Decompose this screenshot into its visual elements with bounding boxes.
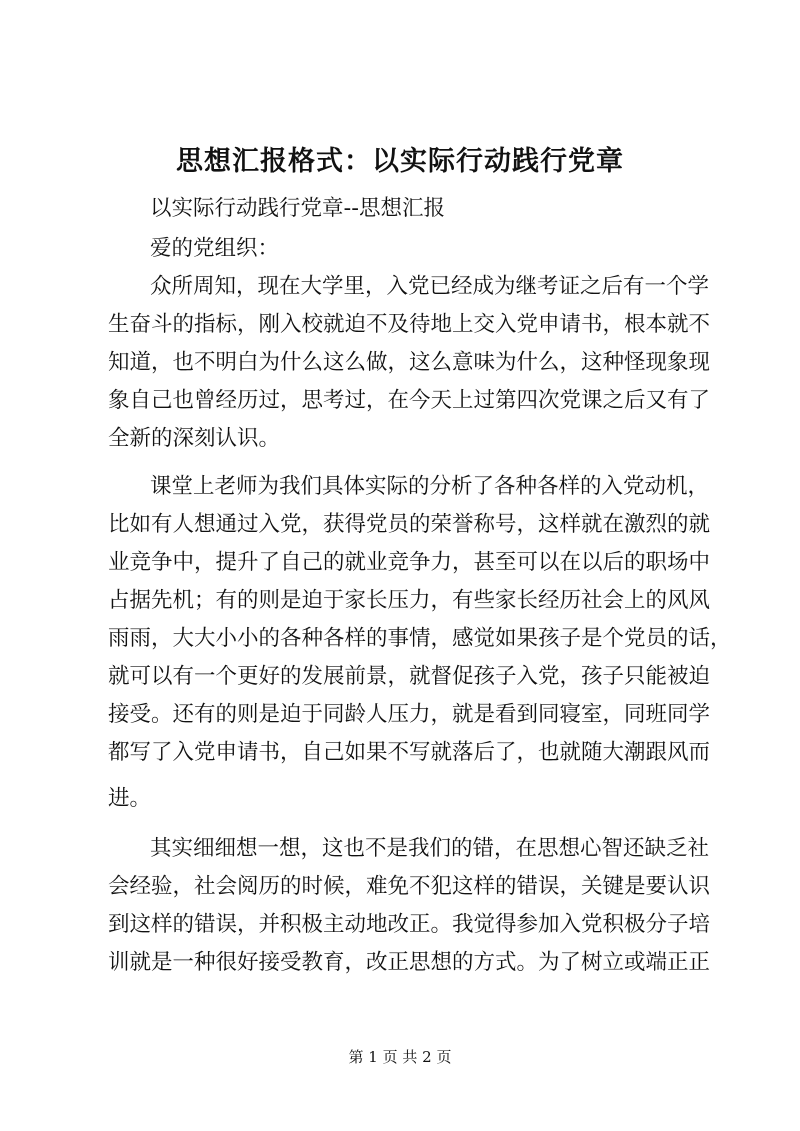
paragraph-line: 雨雨，大大小小的各种各样的事情，感觉如果孩子是个党员的话，	[108, 626, 732, 651]
paragraph-line: 知道，也不明白为什么这么做，这么意味为什么，这种怪现象现	[108, 350, 711, 375]
paragraph-line: 课堂上老师为我们具体实际的分析了各种各样的入党动机，	[150, 474, 710, 499]
paragraph-line: 就可以有一个更好的发展前景，就督促孩子入党，孩子只能被迫	[108, 664, 711, 689]
paragraph-line: 到这样的错误，并积极主动地改正。我觉得参加入党积极分子培	[108, 912, 711, 937]
page-footer: 第 1 页 共 2 页	[348, 1048, 452, 1066]
paragraph-line: 众所周知，现在大学里，入党已经成为继考证之后有一个学	[150, 274, 710, 299]
paragraph-line: 象自己也曾经历过，思考过，在今天上过第四次党课之后又有了	[108, 388, 711, 413]
paragraph-line: 接受。还有的则是迫于同龄人压力，就是看到同寝室，同班同学	[108, 702, 711, 727]
salutation-line: 爱的党组织：	[150, 236, 280, 261]
paragraph-line: 会经验，社会阅历的时候，难免不犯这样的错误，关键是要认识	[108, 874, 711, 899]
paragraph-line: 占据先机；有的则是迫于家长压力，有些家长经历社会上的风风	[108, 588, 711, 613]
paragraph-line: 训就是一种很好接受教育，改正思想的方式。为了树立或端正正	[108, 950, 711, 975]
paragraph-line: 比如有人想通过入党，获得党员的荣誉称号，这样就在激烈的就	[108, 512, 711, 537]
paragraph-line: 都写了入党申请书，自己如果不写就落后了，也就随大潮跟风而	[108, 740, 711, 765]
paragraph-line: 生奋斗的指标，刚入校就迫不及待地上交入党申请书，根本就不	[108, 312, 711, 337]
paragraph-line: 业竞争中，提升了自己的就业竞争力，甚至可以在以后的职场中	[108, 550, 711, 575]
subtitle-line: 以实际行动践行党章--思想汇报	[150, 196, 446, 221]
paragraph-line: 进。	[108, 786, 152, 811]
document-title: 思想汇报格式：以实际行动践行党章	[176, 146, 624, 177]
paragraph-line: 全新的深刻认识。	[108, 426, 281, 451]
paragraph-line: 其实细细想一想，这也不是我们的错，在思想心智还缺乏社	[150, 836, 710, 861]
